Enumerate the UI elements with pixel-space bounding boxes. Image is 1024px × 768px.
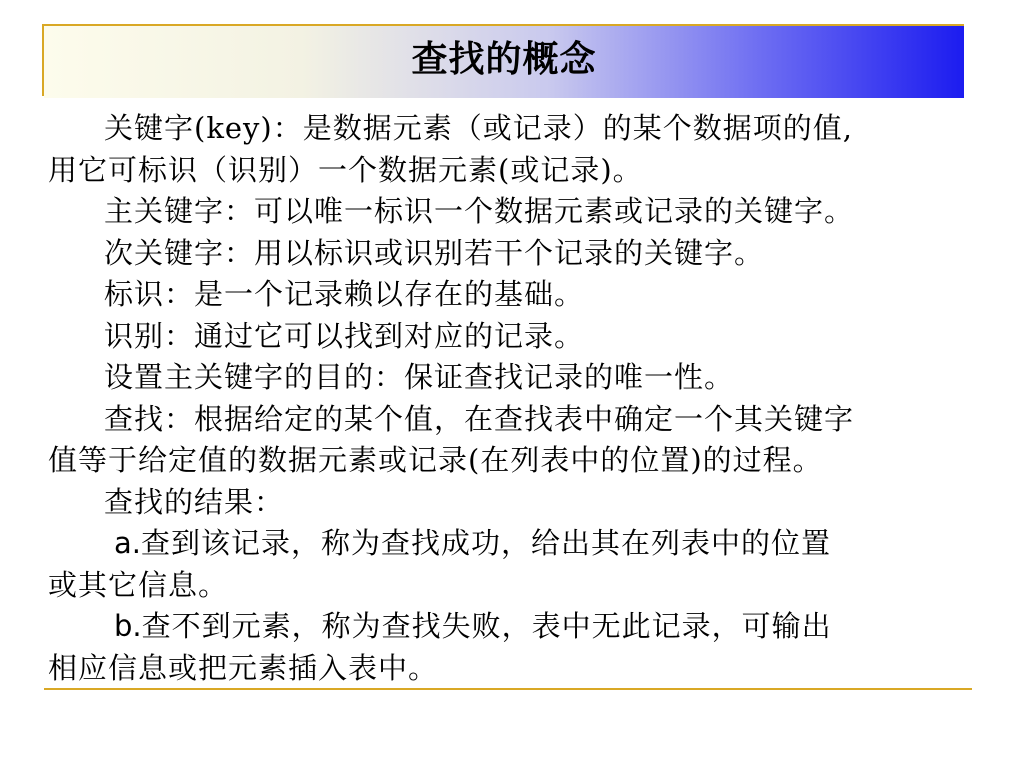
result-a-text: 查到该记录，称为查找成功，给出其在列表中的位置 xyxy=(141,526,832,560)
search-result-a-line-1 xyxy=(48,523,978,565)
key-definition-line-1: 关键字(key)：是数据元素（或记录）的某个数据项的值, xyxy=(104,111,853,145)
result-a-marker: a. xyxy=(114,526,141,560)
search-result-b-line-1 xyxy=(48,606,978,648)
recognition-definition: 识别：通过它可以找到对应的记录。 xyxy=(104,318,585,353)
bottom-divider xyxy=(44,688,972,690)
search-definition-line-1: 查找：根据给定的某个值，在查找表中确定一个其关键字 xyxy=(104,401,855,436)
primary-key-purpose: 设置主关键字的目的：保证查找记录的唯一性。 xyxy=(104,360,735,394)
secondary-key-definition: 次关键字：用以标识或识别若干个记录的关键字。 xyxy=(104,235,765,270)
search-definition-line-2: 值等于给定值的数据元素或记录(在列表中的位置)的过程。 xyxy=(48,443,823,477)
search-result-heading: 查找的结果： xyxy=(104,484,285,519)
identification-definition: 标识：是一个记录赖以存在的基础。 xyxy=(104,277,585,311)
primary-key-definition: 主关键字：可以唯一标识一个数据元素或记录的关键字。 xyxy=(104,194,855,228)
result-b-text: 查不到元素，称为查找失败，表中无此记录，可输出 xyxy=(141,609,832,643)
key-definition-line-2: 用它可标识（识别）一个数据元素(或记录)。 xyxy=(48,152,643,187)
search-result-b-line-2: 相应信息或把元素插入表中。 xyxy=(48,650,439,685)
slide-title: 查找的概念 xyxy=(411,39,597,80)
search-result-a-line-2: 或其它信息。 xyxy=(48,567,229,602)
slide-body xyxy=(48,108,978,689)
result-b-marker: b. xyxy=(114,609,142,643)
